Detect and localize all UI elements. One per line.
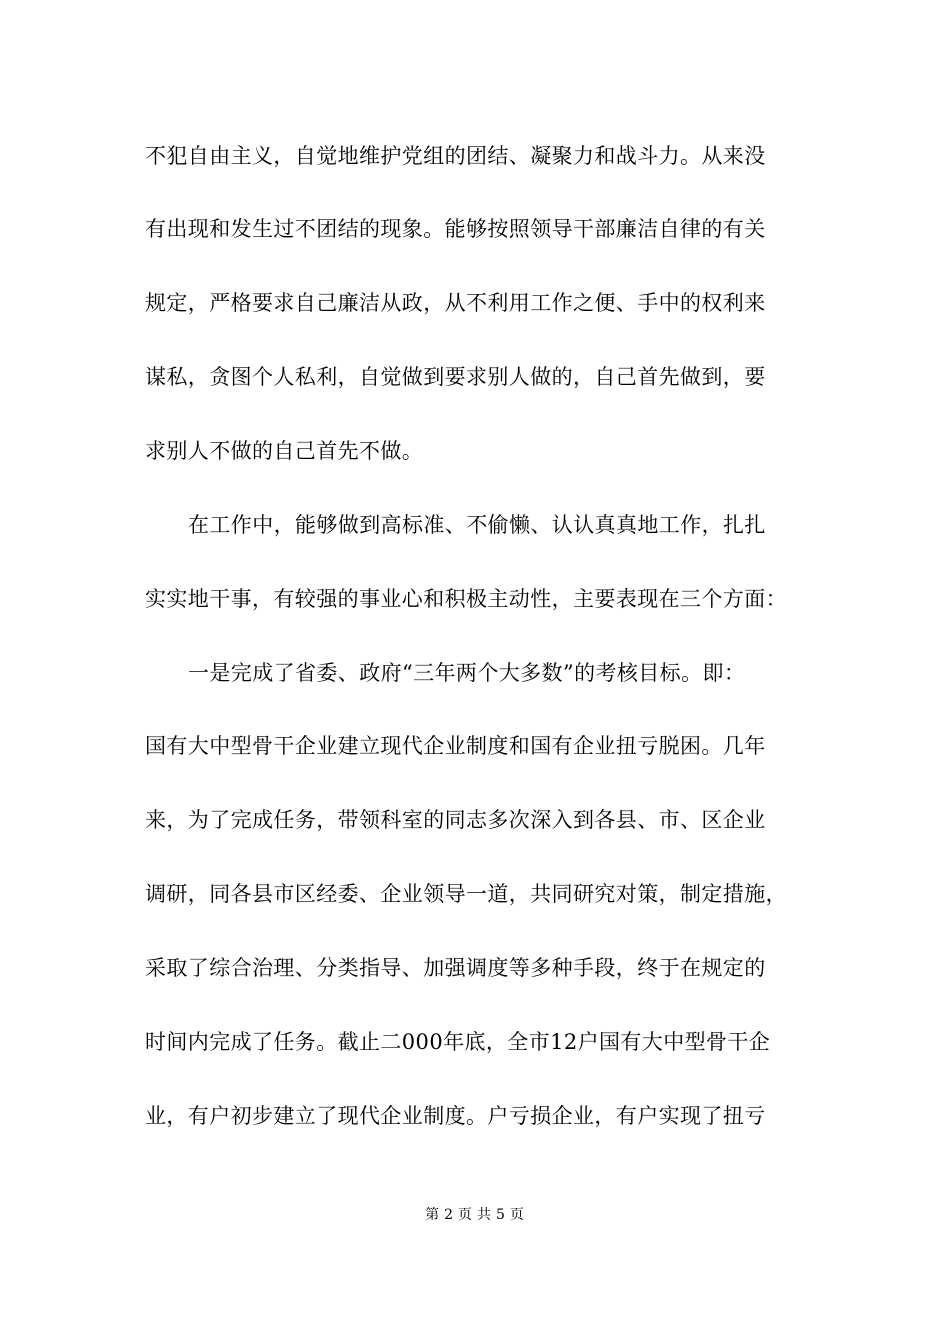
text-line-12: 采取了综合治理、分类指导、加强调度等多种手段，终于在规定的 <box>145 956 766 980</box>
footer-total-prefix: 共 <box>477 1207 492 1223</box>
text-line-5: 求别人不做的自己首先不做。 <box>145 439 424 463</box>
text-line-7: 实实地干事，有较强的事业心和积极主动性，主要表现在三个方面： <box>145 587 787 611</box>
text-line-2: 有出现和发生过不团结的现象。能够按照领导干部廉洁自律的有关 <box>145 217 766 241</box>
text-line-11: 调研，同各县市区经委、企业领导一道，共同研究对策，制定措施， <box>145 882 787 906</box>
text-line-3: 规定，严格要求自己廉洁从政，从不利用工作之便、手中的权利来 <box>145 291 766 315</box>
footer-total-pages: 5 <box>496 1207 506 1223</box>
text-line-9: 国有大中型骨干企业建立现代企业制度和国有企业扭亏脱困。几年 <box>145 734 766 758</box>
text-line-8: 一是完成了省委、政府“三年两个大多数”的考核目标。即： <box>188 661 746 685</box>
text-line-10: 来，为了完成任务，带领科室的同志多次深入到各县、市、区企业 <box>145 808 766 832</box>
footer-current-page: 2 <box>444 1207 454 1223</box>
text-line-6: 在工作中，能够做到高标准、不偷懒、认认真真地工作，扎扎 <box>188 513 766 537</box>
footer-page-label: 页 <box>458 1207 473 1223</box>
footer-total-label: 页 <box>509 1207 525 1223</box>
footer-page-prefix: 第 <box>425 1207 441 1223</box>
text-line-13: 时间内完成了任务。截止二000年底，全市12户国有大中型骨干企 <box>145 1030 771 1054</box>
text-line-1: 不犯自由主义，自觉地维护党组的团结、凝聚力和战斗力。从来没 <box>145 144 766 168</box>
text-line-4: 谋私，贪图个人私利，自觉做到要求别人做的，自己首先做到，要 <box>145 365 766 389</box>
page-footer <box>0 1205 950 1225</box>
text-line-14: 业，有户初步建立了现代企业制度。户亏损企业，有户实现了扭亏 <box>145 1104 766 1128</box>
